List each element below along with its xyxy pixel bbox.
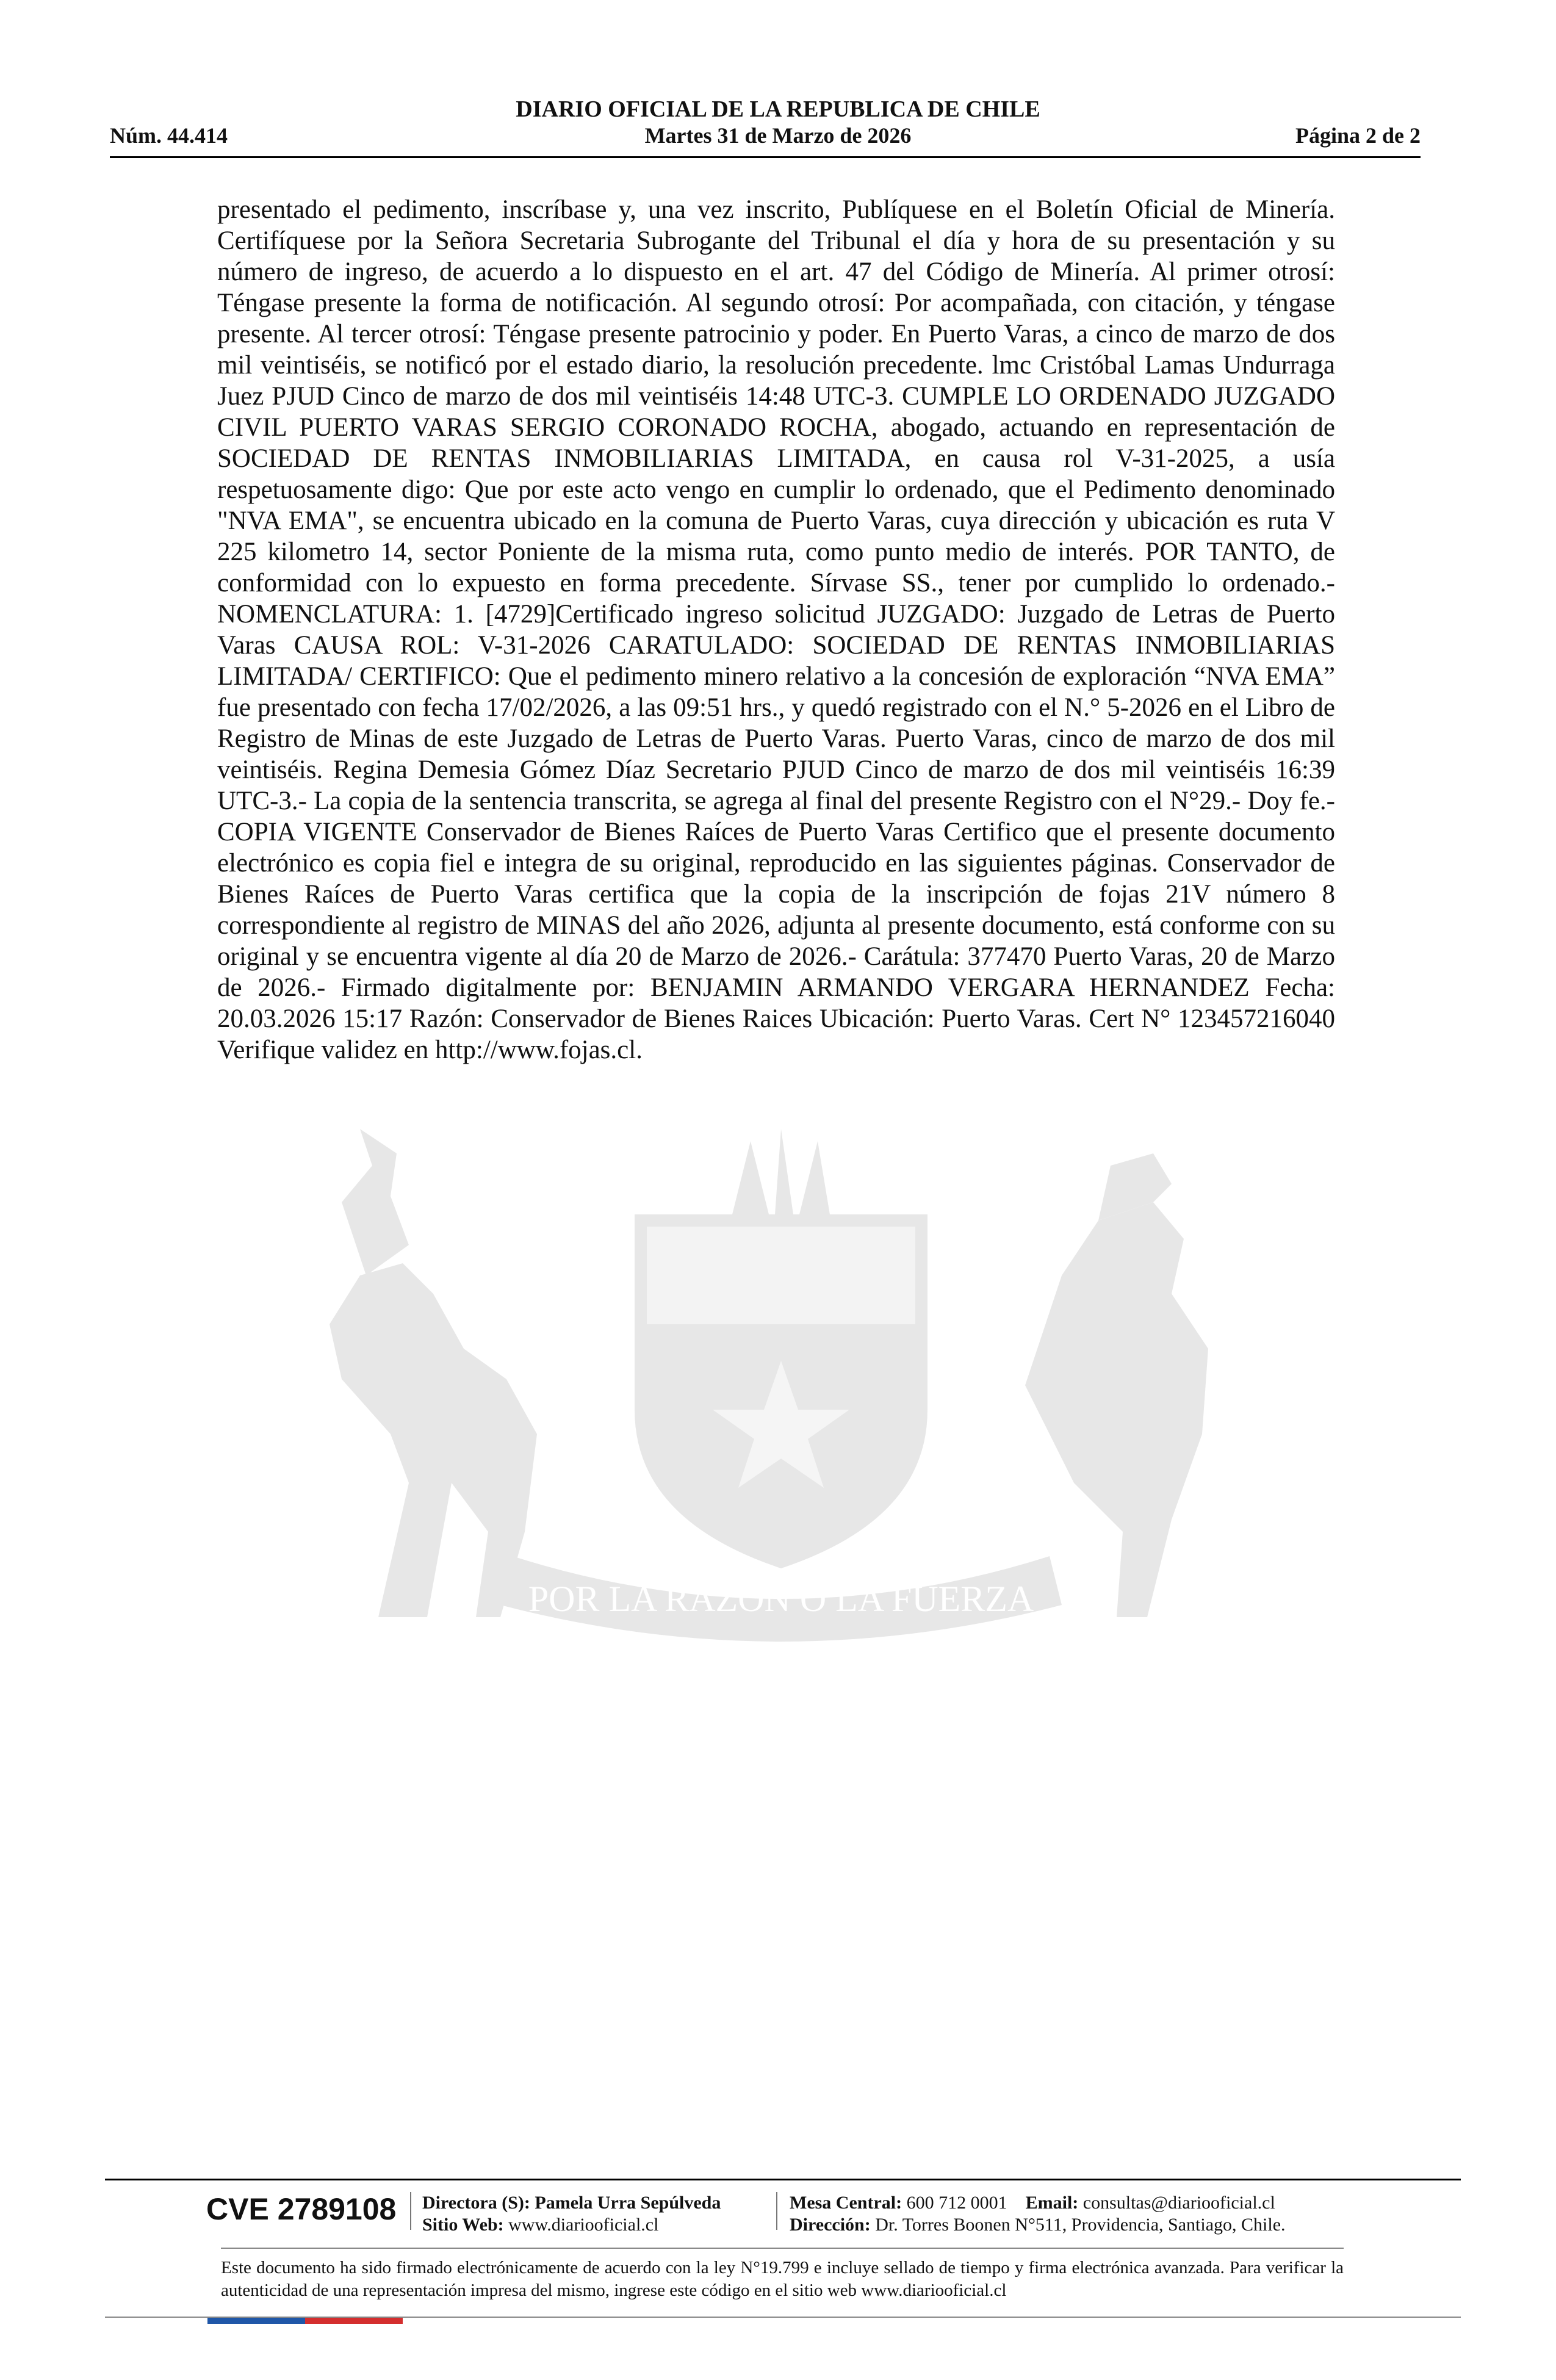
flag-stripe bbox=[207, 2318, 403, 2324]
director-name: Pamela Urra Sepúlveda bbox=[535, 2193, 721, 2213]
email-link[interactable]: consultas@diariooficial.cl bbox=[1082, 2193, 1275, 2213]
email-label: Email: bbox=[1025, 2193, 1079, 2213]
site-label: Sitio Web: bbox=[422, 2215, 504, 2235]
document-body: presentado el pedimento, inscríbase y, una vez inscrito, Publíquese en el Boletín Oficial de Minería. Certifíquese por la Señora Secretaria Subrogante del Tribunal el día y hora de su presentación y su número de ingreso, de acuerdo a lo dispuesto en el art. 47 del Código de Minería. Al primer otrosí: Téngase presente la forma de notificación. Al segundo otrosí: Por acompañada, con citación, y téngase presente. Al tercer otrosí: Téngase presente patrocinio y poder. En Puerto Varas, a cinco de marzo de dos mil veintiséis, se notificó por el estado diario, la resolución precedente. lmc Cristóbal Lamas Undurraga Juez PJUD Cinco de marzo de dos mil veintiséis 14:48 UTC-3. CUMPLE LO ORDENADO JUZGADO CIVIL PUERTO VARAS SERGIO CORONADO ROCHA, abogado, actuando en representación de SOCIEDAD DE RENTAS INMOBILIARIAS LIMITADA, en causa rol V-31-2025, a usía respetuosamente digo: Que por este acto vengo en cumplir lo ordenado, que el Pedimento denominado "NVA EMA", se encuentra ubicado en la comuna de Puerto Varas, cuya dirección y ubicación es ruta V 225 kilometro 14, sector Poniente de la misma ruta, como punto medio de interés. POR TANTO, de conformidad con lo expuesto en forma precedente. Sírvase SS., tener por cumplido lo ordenado.- NOMENCLATURA: 1. [4729]Certificado ingreso solicitud JUZGADO: Juzgado de Letras de Puerto Varas CAUSA ROL: V-31-2026 CARATULADO: SOCIEDAD DE RENTAS INMOBILIARIAS LIMITADA/ CERTIFICO: Que el pedimento minero relativo a la concesión de exploración “NVA EMA” fue presentado con fecha 17/02/2026, a las 09:51 hrs., y quedó registrado con el N.° 5-2026 en el Libro de Registro de Minas de este Juzgado de Letras de Puerto Varas. Puerto Varas, cinco de marzo de dos mil veintiséis. Regina Demesia Gómez Díaz Secretario PJUD Cinco de marzo de dos mil veintiséis 16:39 UTC-3.- La copia de la sentencia transcrita, se agrega al final del presente Registro con el N°29.- Doy fe.- COPIA VIGENTE Conservador de Bienes Raíces de Puerto Varas Certifico que el presente documento electrónico es copia fiel e integra de su original, reproducido en las siguientes páginas. Conservador de Bienes Raíces de Puerto Varas certifica que la copia de la inscripción de fojas 21V número 8 correspondiente al registro de MINAS del año 2026, adjunta al presente documento, está conforme con su original y se encuentra vigente al día 20 de Marzo de 2026.- Carátula: 377470 Puerto Varas, 20 de Marzo de 2026.- Firmado digitalmente por: BENJAMIN ARMANDO VERGARA HERNANDEZ Fecha: 20.03.2026 15:17 Razón: Conservador de Bienes Raices Ubicación: Puerto Varas. Cert N° 123457216040 Verifique validez en http://www.fojas.cl. bbox=[217, 195, 1335, 1064]
mesa-label: Mesa Central: bbox=[790, 2193, 902, 2213]
motto-text: POR LA RAZON O LA FUERZA bbox=[528, 1579, 1034, 1619]
coat-of-arms-watermark bbox=[305, 1092, 1257, 1672]
footer-divider-mid bbox=[221, 2248, 1344, 2249]
footer-contact-block bbox=[790, 2192, 1286, 2236]
issue-number: Núm. 44.414 bbox=[110, 123, 228, 148]
address-label: Dirección: bbox=[790, 2215, 871, 2235]
director-label: Directora (S): bbox=[422, 2193, 530, 2213]
site-link[interactable]: www.diariooficial.cl bbox=[508, 2215, 659, 2235]
flag-blue-segment bbox=[207, 2318, 305, 2324]
publication-title: DIARIO OFICIAL DE LA REPUBLICA DE CHILE bbox=[516, 96, 1040, 122]
footer-separator bbox=[776, 2192, 777, 2230]
flag-red-segment bbox=[305, 2318, 403, 2324]
footer-separator bbox=[410, 2192, 411, 2230]
footer-director-block bbox=[422, 2192, 721, 2236]
mesa-phone: 600 712 0001 bbox=[906, 2193, 1007, 2213]
address-value: Dr. Torres Boonen N°511, Providencia, Santiago, Chile. bbox=[875, 2215, 1286, 2235]
page-indicator: Página 2 de 2 bbox=[1295, 123, 1421, 148]
footer-divider-top bbox=[105, 2179, 1461, 2180]
publication-date: Martes 31 de Marzo de 2026 bbox=[644, 123, 912, 148]
cve-code: CVE 2789108 bbox=[206, 2192, 397, 2226]
header-divider bbox=[110, 156, 1421, 158]
signature-notice: Este documento ha sido firmado electrónicamente de acuerdo con la ley N°19.799 e incluye sellado de tiempo y firma electrónica avanzada. Para verificar la autenticidad de una representación impresa del mismo, ingrese este código en el sitio web www.diariooficial.cl bbox=[221, 2258, 1344, 2300]
